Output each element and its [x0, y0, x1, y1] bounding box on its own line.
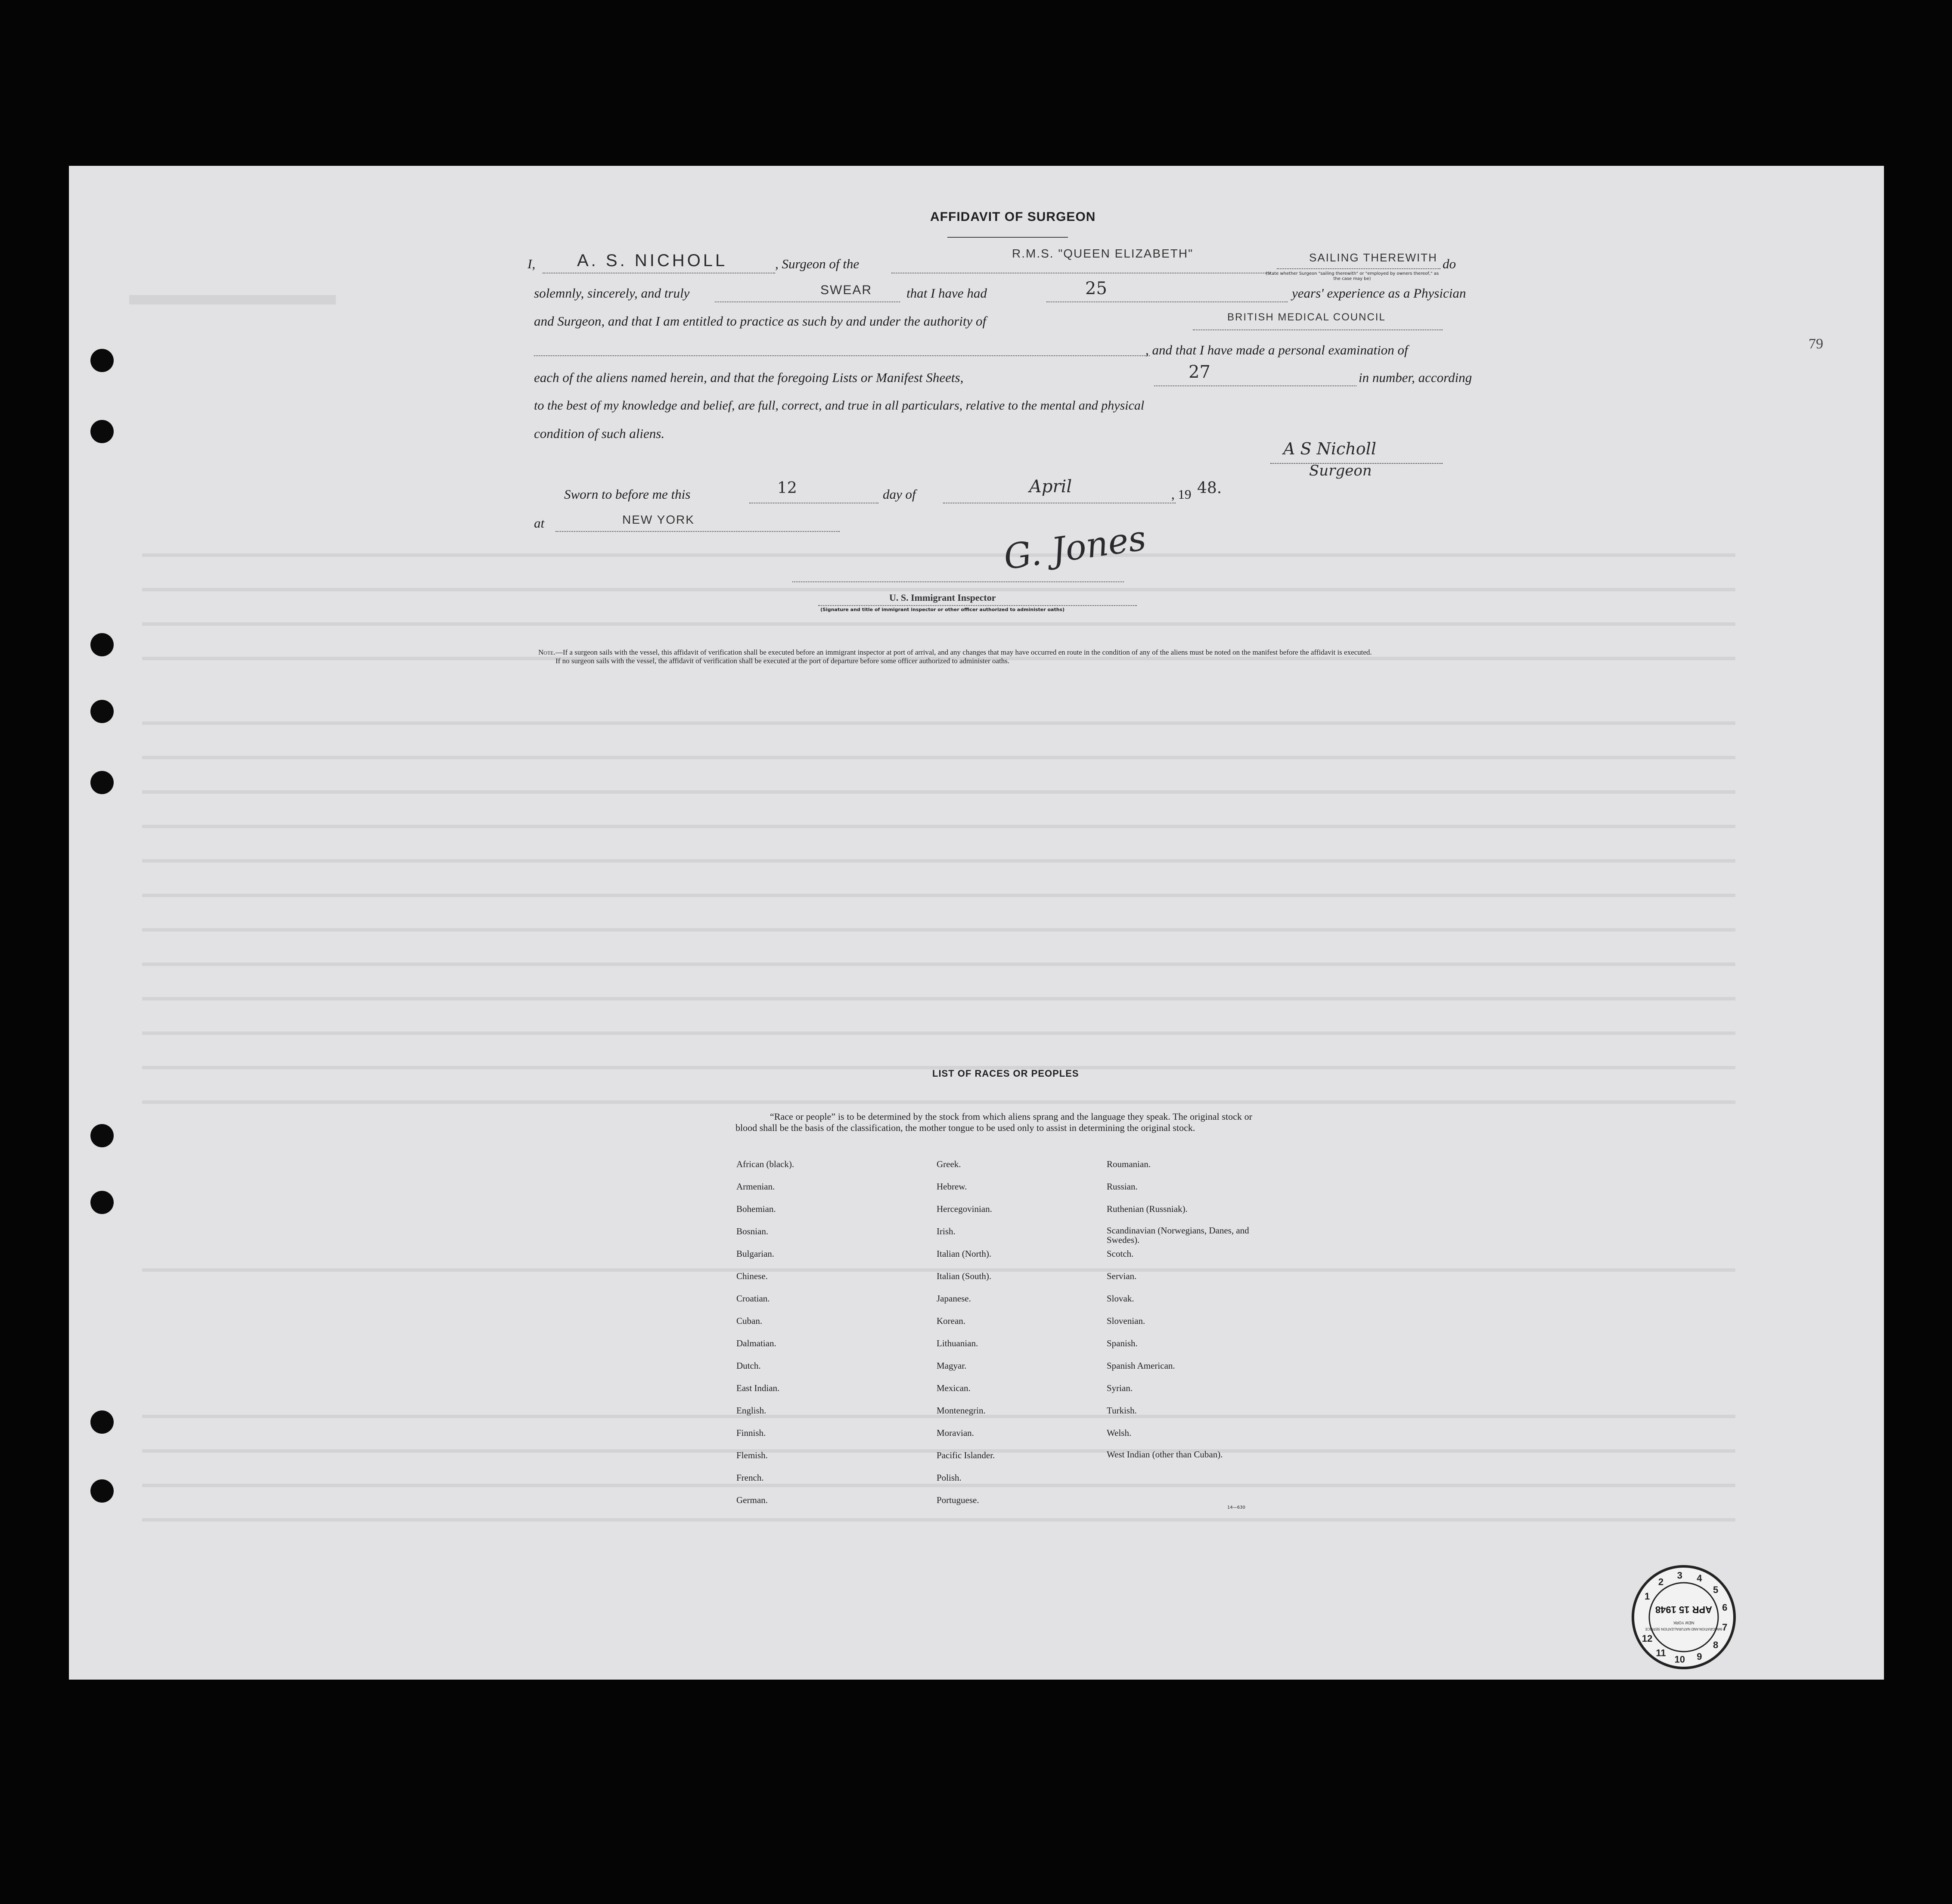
race-item: Pacific Islander. — [937, 1450, 995, 1460]
bleed-through-row — [142, 894, 1735, 897]
do-label: do — [1443, 256, 1456, 271]
race-item: Syrian. — [1107, 1383, 1133, 1393]
stamp-ring-number: 11 — [1656, 1647, 1666, 1659]
race-item: Cuban. — [736, 1316, 763, 1326]
bleed-through-row — [142, 997, 1735, 1000]
surgeon-signature-title: Surgeon — [1309, 462, 1372, 479]
race-item: Magyar. — [937, 1360, 967, 1371]
stamp-ring-number: 4 — [1697, 1573, 1702, 1584]
affidavit-line7: condition of such aliens. — [534, 426, 665, 441]
bleed-through-row — [142, 553, 1735, 557]
authority-line — [1193, 329, 1443, 330]
race-item: Finnish. — [736, 1428, 766, 1438]
punch-hole — [90, 633, 114, 656]
affidavit-line2-mid: that I have had — [906, 286, 987, 301]
race-item: Ruthenian (Russniak). — [1107, 1204, 1188, 1214]
years-line — [1046, 301, 1288, 302]
race-item: English. — [736, 1405, 767, 1416]
punch-hole — [90, 1410, 114, 1434]
races-intro: “Race or people” is to be determined by the stock from which aliens sprang and the language they speak. The original stock or blood shall be the basis of the classification, the mother tongue to be used only to assist in determining the original stock. — [735, 1111, 1252, 1133]
place-line — [555, 531, 840, 532]
race-item: Roumanian. — [1107, 1159, 1151, 1169]
punch-hole — [90, 420, 114, 443]
bleed-through-row — [142, 756, 1735, 759]
page-number: 79 — [1809, 336, 1823, 352]
race-item: Servian. — [1107, 1271, 1137, 1281]
bleed-through-row — [142, 1518, 1735, 1522]
race-item: Dutch. — [736, 1360, 761, 1371]
bleed-through-row — [142, 721, 1735, 725]
affidavit-title: AFFIDAVIT OF SURGEON — [930, 210, 1096, 224]
race-item: Slovak. — [1107, 1293, 1134, 1304]
bleed-through-row — [142, 790, 1735, 794]
surgeon-signature: A S Nicholl — [1283, 439, 1376, 458]
affidavit-line5-start: each of the aliens named herein, and that the foregoing Lists or Manifest Sheets, — [534, 370, 964, 385]
affidavit-line2-start: solemnly, sincerely, and truly — [534, 286, 690, 301]
sheets-line — [1154, 385, 1356, 386]
race-item: Welsh. — [1107, 1428, 1132, 1438]
manifest-sheet — [69, 166, 1884, 1680]
stamp-date: APR 15 1948 — [1655, 1604, 1713, 1615]
sworn-place: NEW YORK — [622, 513, 695, 526]
sailing-hint: (State whether Surgeon "sailing therewith" or "employed by owners thereof," as the case may be) — [1265, 271, 1439, 281]
sailing-line — [1277, 268, 1440, 269]
race-item: Bosnian. — [736, 1226, 769, 1236]
race-item: Chinese. — [736, 1271, 768, 1281]
race-item: Russian. — [1107, 1181, 1138, 1192]
authority-line-2 — [534, 355, 1150, 356]
race-item: Montenegrin. — [937, 1405, 986, 1416]
sailing-status: SAILING THEREWITH — [1309, 251, 1437, 264]
bleed-through-row — [142, 1100, 1735, 1104]
stamp-ring-number: 7 — [1722, 1622, 1728, 1633]
inspector-hint: (Signature and title of immigrant inspector or other officer authorized to administer oaths) — [820, 607, 1065, 612]
races-column-1 — [736, 1159, 917, 1517]
affidavit-line3: and Surgeon, and that I am entitled to practice as such by and under the authority of — [534, 314, 987, 329]
year-prefix: , 19 — [1171, 487, 1192, 502]
race-item: West Indian (other than Cuban). — [1107, 1449, 1223, 1460]
affidavit-line2-end: years' experience as a Physician — [1292, 286, 1466, 301]
race-item: Italian (South). — [937, 1271, 992, 1281]
surgeon-name: A. S. NICHOLL — [577, 251, 728, 270]
sworn-year: 48. — [1197, 479, 1222, 497]
punch-hole — [90, 1479, 114, 1503]
sheets-value: 27 — [1189, 362, 1210, 382]
punch-hole — [90, 700, 114, 723]
punch-hole — [90, 771, 114, 794]
race-item: Turkish. — [1107, 1405, 1137, 1416]
ship-name: R.M.S. "QUEEN ELIZABETH" — [1012, 247, 1194, 260]
form-number: 14—630 — [1227, 1505, 1245, 1510]
inspector-title: U. S. Immigrant Inspector — [889, 592, 996, 603]
note-text-2: If no surgeon sails with the vessel, the affidavit of verification shall be executed at the port of departure before some officer authorized to administer oaths. — [555, 657, 1010, 665]
race-item: Korean. — [937, 1316, 966, 1326]
inspection-stamp — [1630, 1563, 1738, 1671]
race-item: Scandinavian (Norwegians, Danes, and Swedes). — [1107, 1225, 1249, 1245]
punch-hole — [90, 1124, 114, 1147]
bleed-through-row — [142, 928, 1735, 932]
race-item: African (black). — [736, 1159, 794, 1169]
at-label: at — [534, 516, 545, 531]
races-title: LIST OF RACES OR PEOPLES — [932, 1068, 1079, 1079]
oath-line — [715, 301, 900, 302]
note-text-1: —If a surgeon sails with the vessel, this affidavit of verification shall be executed before an immigrant inspector at port of arrival, and any changes that may have occurred en route in the condition of any of the aliens must be noted on the manifest before the affidavit is executed. — [555, 648, 1372, 656]
affidavit-line5-end: in number, according — [1359, 370, 1472, 385]
affidavit-pronoun: I, — [528, 256, 536, 271]
stamp-ring-number: 8 — [1713, 1640, 1719, 1651]
note-label: Note. — [538, 648, 555, 656]
sworn-month: April — [1029, 477, 1072, 497]
bleed-through-row — [129, 295, 336, 304]
stamp-ring-number: 5 — [1713, 1584, 1719, 1595]
race-item: Portuguese. — [937, 1495, 979, 1505]
inspector-signature: G. Jones — [1001, 518, 1148, 578]
surgeon-of-label: , Surgeon of the — [775, 256, 860, 271]
bleed-through-row — [142, 1031, 1735, 1035]
race-item: Polish. — [937, 1472, 962, 1483]
race-item: Italian (North). — [937, 1249, 992, 1259]
bleed-through-row — [142, 825, 1735, 828]
race-item: German. — [736, 1495, 768, 1505]
race-item: Hebrew. — [937, 1181, 967, 1192]
stamp-agency: IMMIGRATION AND NATURALIZATION SERVICE — [1645, 1627, 1722, 1631]
race-item: Irish. — [937, 1226, 956, 1236]
race-item: Moravian. — [937, 1428, 974, 1438]
authority-value: BRITISH MEDICAL COUNCIL — [1227, 311, 1386, 323]
race-item: Slovenian. — [1107, 1316, 1145, 1326]
day-of-label: day of — [883, 487, 916, 502]
race-item: East Indian. — [736, 1383, 780, 1393]
inspector-line-2 — [818, 605, 1137, 606]
sworn-day: 12 — [777, 479, 797, 497]
race-item: Dalmatian. — [736, 1338, 776, 1348]
race-item: Mexican. — [937, 1383, 971, 1393]
race-item: Lithuanian. — [937, 1338, 978, 1348]
stamp-ring-number: 6 — [1722, 1602, 1728, 1613]
oath-value: SWEAR — [820, 283, 872, 297]
race-item: Scotch. — [1107, 1249, 1134, 1259]
stamp-ring-number: 10 — [1674, 1654, 1685, 1665]
races-column-2 — [937, 1159, 1100, 1517]
race-item: Japanese. — [937, 1293, 971, 1304]
stamp-ring-number: 12 — [1642, 1633, 1653, 1644]
stamp-ring-number: 1 — [1644, 1591, 1650, 1602]
bleed-through-row — [142, 622, 1735, 626]
race-item: Croatian. — [736, 1293, 770, 1304]
stamp-city: NEW YORK — [1673, 1621, 1694, 1625]
affidavit-note — [538, 648, 1477, 665]
bleed-through-row — [142, 963, 1735, 966]
years-value: 25 — [1085, 279, 1107, 298]
race-item: French. — [736, 1472, 764, 1483]
stamp-ring-number: 3 — [1677, 1570, 1682, 1581]
punch-hole — [90, 349, 114, 372]
race-item: Hercegovinian. — [937, 1204, 992, 1214]
punch-hole — [90, 1191, 114, 1214]
stamp-ring-number: 2 — [1658, 1576, 1664, 1587]
affidavit-line4: , and that I have made a personal examination of — [1145, 342, 1408, 357]
race-item: Spanish American. — [1107, 1360, 1175, 1371]
inspector-line-1 — [792, 581, 1124, 582]
race-item: Flemish. — [736, 1450, 768, 1460]
bleed-through-row — [142, 859, 1735, 863]
race-item: Bohemian. — [736, 1204, 776, 1214]
race-item: Greek. — [937, 1159, 961, 1169]
races-column-3 — [1107, 1159, 1262, 1463]
sworn-label: Sworn to before me this — [564, 487, 691, 502]
title-underline — [947, 237, 1068, 238]
race-item: Bulgarian. — [736, 1249, 775, 1259]
affidavit-line6: to the best of my knowledge and belief, are full, correct, and true in all particulars, relative to the mental and physical — [534, 398, 1145, 413]
bleed-through-row — [142, 588, 1735, 591]
race-item: Armenian. — [736, 1181, 775, 1192]
stamp-ring-number: 9 — [1697, 1651, 1702, 1662]
race-item: Spanish. — [1107, 1338, 1138, 1348]
